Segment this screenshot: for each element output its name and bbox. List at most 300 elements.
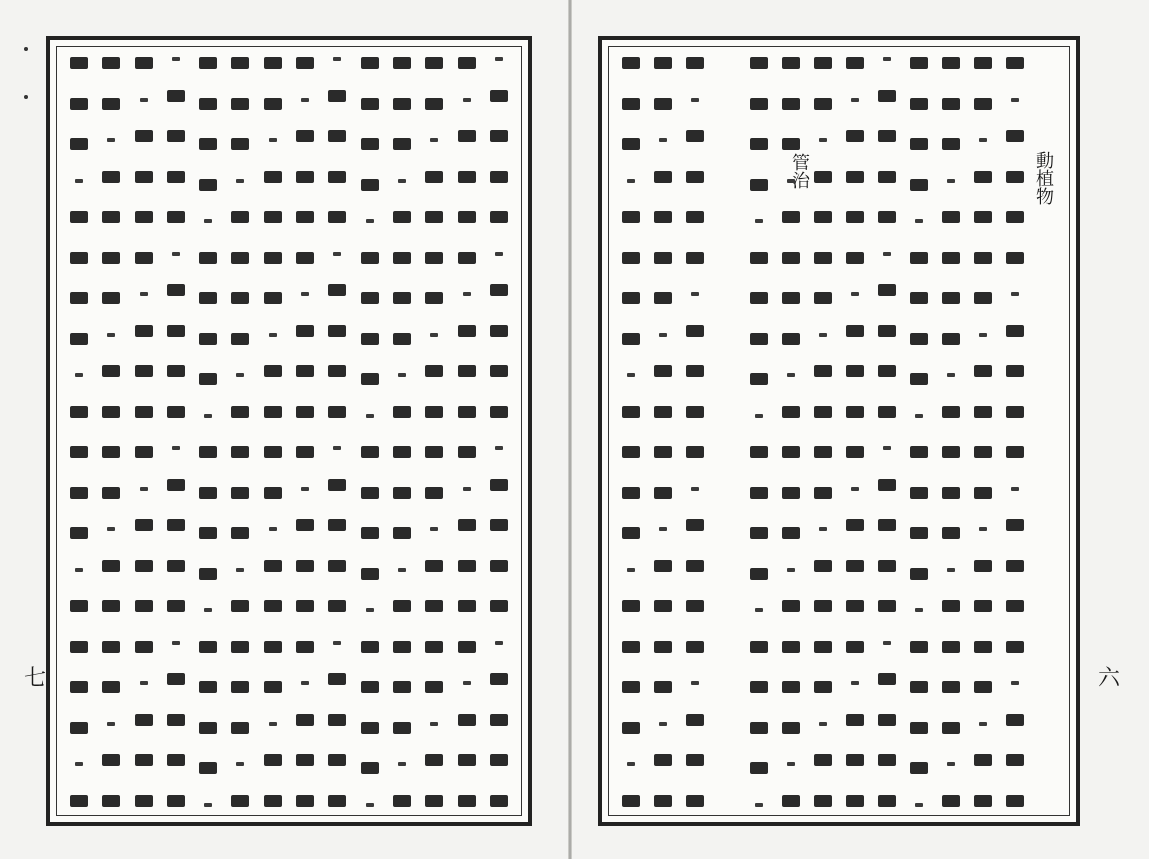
text-glyph <box>1038 365 1056 377</box>
text-glyph <box>361 681 379 693</box>
text-glyph <box>974 641 992 653</box>
text-glyph <box>167 284 185 296</box>
text-glyph <box>231 406 249 418</box>
text-glyph <box>393 487 411 499</box>
text-glyph <box>1038 130 1056 142</box>
text-glyph <box>296 560 314 572</box>
text-glyph <box>264 681 282 693</box>
text-glyph <box>947 762 955 766</box>
text-glyph <box>269 333 277 337</box>
text-glyph <box>328 754 346 766</box>
text-glyph <box>878 284 896 296</box>
text-glyph <box>654 211 672 223</box>
text-glyph <box>70 211 88 223</box>
text-glyph <box>1006 365 1024 377</box>
text-glyph <box>654 365 672 377</box>
text-glyph <box>942 681 960 693</box>
text-glyph <box>686 795 704 807</box>
text-glyph <box>1006 714 1024 726</box>
text-glyph <box>458 714 476 726</box>
text-glyph <box>425 446 443 458</box>
text-glyph <box>1038 211 1056 223</box>
text-glyph <box>458 446 476 458</box>
text-glyph <box>463 487 471 491</box>
text-glyph <box>328 211 346 223</box>
text-glyph <box>140 487 148 491</box>
text-glyph <box>654 487 672 499</box>
text-column <box>323 57 351 807</box>
text-glyph <box>814 487 832 499</box>
text-glyph <box>328 90 346 102</box>
text-glyph <box>135 171 153 183</box>
text-glyph <box>199 98 217 110</box>
text-glyph <box>686 252 704 264</box>
text-glyph <box>236 568 244 572</box>
text-glyph <box>393 211 411 223</box>
text-glyph <box>75 373 83 377</box>
text-glyph <box>1006 130 1024 142</box>
text-glyph <box>782 57 800 69</box>
text-glyph <box>718 211 736 223</box>
text-glyph <box>686 130 704 142</box>
text-glyph <box>718 284 736 296</box>
text-glyph <box>296 446 314 458</box>
text-glyph <box>654 171 672 183</box>
text-glyph <box>135 641 153 653</box>
text-glyph <box>654 252 672 264</box>
text-glyph <box>654 406 672 418</box>
text-glyph <box>490 560 508 572</box>
text-glyph <box>167 325 185 337</box>
text-glyph <box>979 138 987 142</box>
text-glyph <box>199 722 217 734</box>
text-glyph <box>750 681 768 693</box>
book-gutter <box>568 0 572 859</box>
text-glyph <box>718 365 736 377</box>
text-glyph <box>942 98 960 110</box>
text-glyph <box>70 527 88 539</box>
text-glyph <box>393 527 411 539</box>
text-glyph <box>296 714 314 726</box>
text-glyph <box>947 373 955 377</box>
text-glyph <box>463 98 471 102</box>
text-glyph <box>296 211 314 223</box>
text-glyph <box>910 252 928 264</box>
text-column <box>969 57 997 807</box>
text-glyph <box>974 171 992 183</box>
text-glyph <box>814 292 832 304</box>
text-glyph <box>910 681 928 693</box>
text-glyph <box>199 57 217 69</box>
text-glyph <box>814 754 832 766</box>
text-glyph <box>718 90 736 102</box>
text-glyph <box>361 527 379 539</box>
text-glyph <box>458 406 476 418</box>
text-glyph <box>1006 406 1024 418</box>
text-glyph <box>1038 714 1056 726</box>
text-glyph <box>686 325 704 337</box>
text-glyph <box>264 406 282 418</box>
text-glyph <box>366 803 374 807</box>
text-glyph <box>878 600 896 612</box>
text-glyph <box>102 98 120 110</box>
text-column <box>841 57 869 807</box>
text-glyph <box>846 714 864 726</box>
text-glyph <box>328 171 346 183</box>
text-glyph <box>393 98 411 110</box>
text-glyph <box>782 446 800 458</box>
text-glyph <box>1043 446 1051 450</box>
text-glyph <box>490 754 508 766</box>
right-page-frame <box>608 46 1070 816</box>
text-glyph <box>910 446 928 458</box>
text-glyph <box>878 406 896 418</box>
text-glyph <box>102 365 120 377</box>
text-glyph <box>942 138 960 150</box>
text-column <box>130 57 158 807</box>
subsection-heading: 管治 <box>789 153 810 189</box>
text-glyph <box>819 722 827 726</box>
text-glyph <box>135 130 153 142</box>
text-glyph <box>204 414 212 418</box>
text-glyph <box>328 406 346 418</box>
text-glyph <box>942 527 960 539</box>
text-glyph <box>910 487 928 499</box>
text-glyph <box>333 57 341 61</box>
text-glyph <box>1006 795 1024 807</box>
text-glyph <box>1043 252 1051 256</box>
text-glyph <box>851 98 859 102</box>
text-glyph <box>910 57 928 69</box>
text-glyph <box>264 560 282 572</box>
text-glyph <box>851 681 859 685</box>
text-glyph <box>199 373 217 385</box>
text-glyph <box>750 292 768 304</box>
text-glyph <box>1038 90 1056 102</box>
text-glyph <box>107 527 115 531</box>
text-glyph <box>846 171 864 183</box>
text-glyph <box>296 57 314 69</box>
text-glyph <box>140 292 148 296</box>
text-glyph <box>140 681 148 685</box>
text-glyph <box>458 252 476 264</box>
text-glyph <box>622 527 640 539</box>
text-glyph <box>361 138 379 150</box>
text-glyph <box>425 487 443 499</box>
text-glyph <box>167 130 185 142</box>
text-glyph <box>942 600 960 612</box>
text-glyph <box>782 795 800 807</box>
text-glyph <box>102 487 120 499</box>
text-glyph <box>627 568 635 572</box>
text-glyph <box>231 527 249 539</box>
text-glyph <box>328 479 346 491</box>
text-glyph <box>942 641 960 653</box>
text-glyph <box>398 762 406 766</box>
text-glyph <box>333 641 341 645</box>
text-glyph <box>819 333 827 337</box>
text-glyph <box>846 754 864 766</box>
text-column <box>905 57 933 807</box>
text-glyph <box>814 171 832 183</box>
text-column <box>681 57 709 807</box>
text-glyph <box>654 600 672 612</box>
text-glyph <box>361 762 379 774</box>
text-glyph <box>167 90 185 102</box>
text-glyph <box>883 252 891 256</box>
text-glyph <box>70 138 88 150</box>
text-glyph <box>622 446 640 458</box>
text-glyph <box>691 487 699 491</box>
text-glyph <box>135 57 153 69</box>
right-page <box>598 36 1080 826</box>
text-glyph <box>974 211 992 223</box>
text-glyph <box>910 722 928 734</box>
text-glyph <box>750 568 768 580</box>
text-glyph <box>974 365 992 377</box>
text-glyph <box>718 130 736 142</box>
text-glyph <box>490 130 508 142</box>
text-glyph <box>199 333 217 345</box>
text-glyph <box>361 252 379 264</box>
text-glyph <box>490 90 508 102</box>
text-glyph <box>393 57 411 69</box>
text-glyph <box>979 527 987 531</box>
text-glyph <box>878 519 896 531</box>
left-page-number: 七 <box>24 666 47 691</box>
text-glyph <box>723 57 731 61</box>
text-glyph <box>231 138 249 150</box>
text-glyph <box>231 211 249 223</box>
text-glyph <box>718 479 736 491</box>
text-glyph <box>231 333 249 345</box>
text-glyph <box>463 681 471 685</box>
text-glyph <box>102 446 120 458</box>
text-glyph <box>622 211 640 223</box>
text-glyph <box>1011 487 1019 491</box>
text-glyph <box>458 519 476 531</box>
text-glyph <box>269 527 277 531</box>
text-glyph <box>199 568 217 580</box>
text-glyph <box>458 365 476 377</box>
text-glyph <box>102 292 120 304</box>
text-glyph <box>1038 673 1056 685</box>
text-glyph <box>1006 211 1024 223</box>
text-glyph <box>942 57 960 69</box>
text-glyph <box>102 57 120 69</box>
left-page <box>46 36 532 826</box>
text-glyph <box>942 292 960 304</box>
text-glyph <box>750 98 768 110</box>
text-glyph <box>199 641 217 653</box>
text-glyph <box>328 325 346 337</box>
left-text-columns <box>65 57 513 807</box>
text-glyph <box>910 292 928 304</box>
text-glyph <box>1011 292 1019 296</box>
text-glyph <box>361 487 379 499</box>
text-glyph <box>425 171 443 183</box>
text-glyph <box>458 57 476 69</box>
text-glyph <box>264 365 282 377</box>
text-glyph <box>782 600 800 612</box>
text-glyph <box>819 527 827 531</box>
text-glyph <box>750 641 768 653</box>
text-glyph <box>750 722 768 734</box>
text-glyph <box>718 714 736 726</box>
text-column <box>485 57 513 807</box>
text-glyph <box>231 722 249 734</box>
text-glyph <box>787 373 795 377</box>
text-glyph <box>490 600 508 612</box>
text-glyph <box>430 722 438 726</box>
text-glyph <box>495 446 503 450</box>
text-glyph <box>1038 795 1056 807</box>
text-glyph <box>750 179 768 191</box>
margin-mark <box>24 95 28 99</box>
text-glyph <box>654 98 672 110</box>
text-glyph <box>750 333 768 345</box>
text-glyph <box>425 57 443 69</box>
text-glyph <box>70 600 88 612</box>
text-glyph <box>296 365 314 377</box>
text-glyph <box>750 446 768 458</box>
text-glyph <box>328 365 346 377</box>
text-glyph <box>135 600 153 612</box>
text-column <box>873 57 901 807</box>
text-glyph <box>878 714 896 726</box>
text-glyph <box>393 641 411 653</box>
text-glyph <box>1011 98 1019 102</box>
text-glyph <box>878 211 896 223</box>
text-glyph <box>782 292 800 304</box>
text-glyph <box>622 487 640 499</box>
text-glyph <box>490 479 508 491</box>
text-glyph <box>846 130 864 142</box>
text-glyph <box>659 333 667 337</box>
text-glyph <box>718 560 736 572</box>
text-glyph <box>686 754 704 766</box>
text-glyph <box>846 795 864 807</box>
text-glyph <box>974 406 992 418</box>
text-glyph <box>686 365 704 377</box>
right-page-number: 六 <box>1098 666 1121 691</box>
text-glyph <box>750 487 768 499</box>
text-glyph <box>654 292 672 304</box>
text-glyph <box>622 252 640 264</box>
text-glyph <box>878 795 896 807</box>
text-glyph <box>135 519 153 531</box>
text-glyph <box>264 795 282 807</box>
text-glyph <box>1038 560 1056 572</box>
text-column <box>97 57 125 807</box>
text-glyph <box>654 57 672 69</box>
text-glyph <box>878 130 896 142</box>
text-glyph <box>135 560 153 572</box>
text-glyph <box>393 333 411 345</box>
text-glyph <box>264 292 282 304</box>
text-glyph <box>627 373 635 377</box>
text-glyph <box>398 373 406 377</box>
text-glyph <box>135 714 153 726</box>
text-glyph <box>495 57 503 61</box>
text-glyph <box>495 252 503 256</box>
text-glyph <box>70 292 88 304</box>
text-glyph <box>846 57 864 69</box>
text-glyph <box>231 600 249 612</box>
text-glyph <box>231 292 249 304</box>
text-glyph <box>654 446 672 458</box>
text-glyph <box>691 292 699 296</box>
text-glyph <box>942 722 960 734</box>
text-glyph <box>361 179 379 191</box>
text-glyph <box>814 57 832 69</box>
text-glyph <box>814 98 832 110</box>
text-glyph <box>231 681 249 693</box>
text-glyph <box>723 641 731 645</box>
text-glyph <box>167 171 185 183</box>
text-glyph <box>490 519 508 531</box>
text-glyph <box>328 560 346 572</box>
text-column <box>194 57 222 807</box>
text-glyph <box>974 560 992 572</box>
text-glyph <box>1006 600 1024 612</box>
text-glyph <box>70 722 88 734</box>
text-glyph <box>231 57 249 69</box>
text-glyph <box>947 179 955 183</box>
text-glyph <box>686 519 704 531</box>
text-glyph <box>199 292 217 304</box>
text-glyph <box>1006 252 1024 264</box>
text-glyph <box>135 211 153 223</box>
text-glyph <box>361 446 379 458</box>
text-glyph <box>107 333 115 337</box>
text-glyph <box>393 252 411 264</box>
text-column <box>617 57 645 807</box>
text-glyph <box>75 179 83 183</box>
text-glyph <box>1011 681 1019 685</box>
text-glyph <box>622 98 640 110</box>
text-glyph <box>70 98 88 110</box>
text-glyph <box>269 722 277 726</box>
text-glyph <box>627 762 635 766</box>
text-column <box>453 57 481 807</box>
text-glyph <box>819 138 827 142</box>
text-glyph <box>296 171 314 183</box>
text-glyph <box>750 762 768 774</box>
text-glyph <box>490 365 508 377</box>
text-glyph <box>782 487 800 499</box>
text-glyph <box>622 333 640 345</box>
text-glyph <box>264 487 282 499</box>
text-glyph <box>846 365 864 377</box>
text-glyph <box>199 446 217 458</box>
text-glyph <box>878 90 896 102</box>
text-glyph <box>199 252 217 264</box>
text-glyph <box>167 754 185 766</box>
text-column <box>937 57 965 807</box>
text-glyph <box>755 414 763 418</box>
text-glyph <box>301 292 309 296</box>
text-glyph <box>102 171 120 183</box>
text-glyph <box>947 568 955 572</box>
text-glyph <box>366 219 374 223</box>
text-glyph <box>910 333 928 345</box>
text-glyph <box>199 179 217 191</box>
text-glyph <box>974 754 992 766</box>
text-glyph <box>851 292 859 296</box>
text-glyph <box>814 795 832 807</box>
text-glyph <box>910 762 928 774</box>
